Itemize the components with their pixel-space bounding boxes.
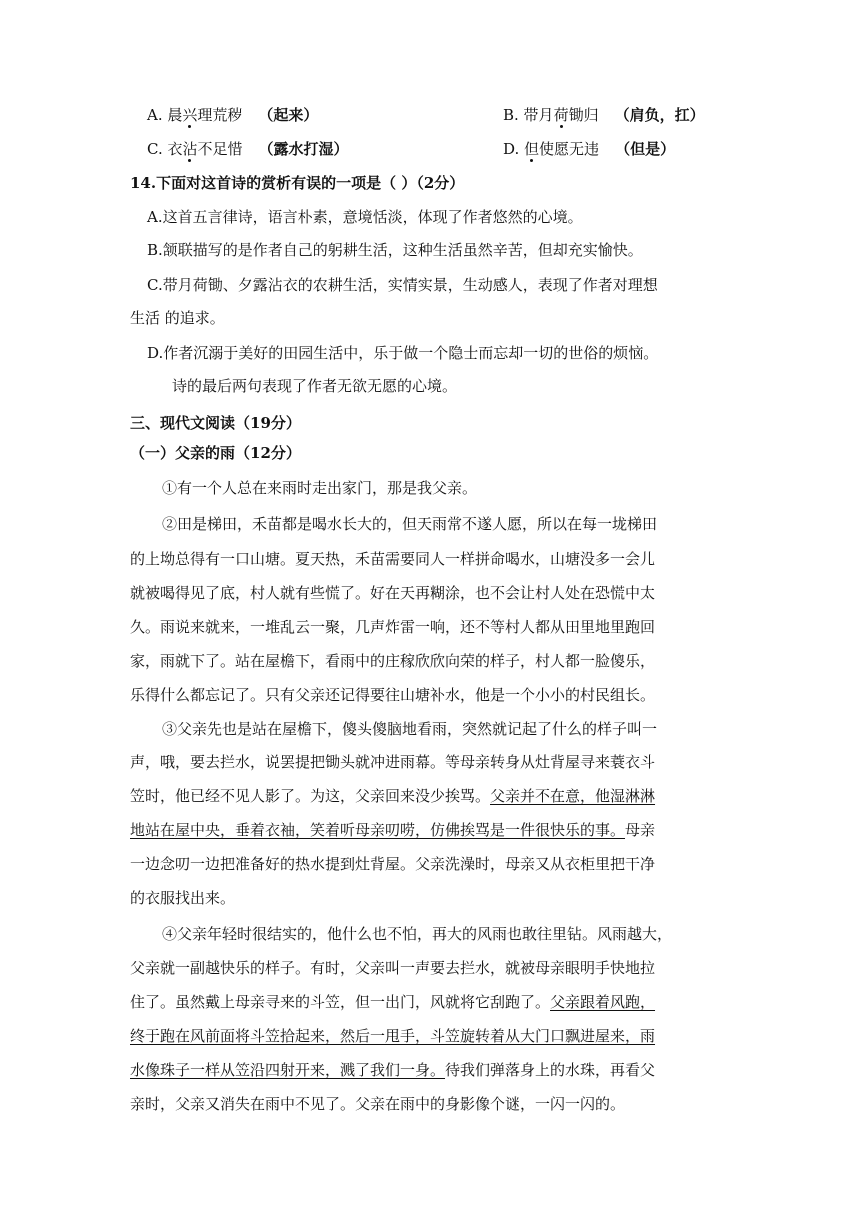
paragraph-4-line: 水像珠子一样从笠沿四射开来，溅了我们一身。待我们弹落身上的水珠，再看父 xyxy=(130,1061,656,1079)
option-13a: A. 晨兴理荒秽 （起来） xyxy=(147,106,319,124)
underlined-sentence: 终于跑在风前面将斗笠拾起来，然后一甩手，斗笠旋转着从大门口飘进屋来，雨 xyxy=(130,1027,656,1045)
emphasis-char: 但 xyxy=(524,140,540,158)
paragraph-3-line: ③父亲先也是站在屋檐下，傻头傻脑地看雨，突然就记起了什么的样子叫一 xyxy=(162,720,658,738)
option-14c-line2: 生活 的追求。 xyxy=(130,309,225,327)
option-13d: D. 但使愿无违 （但是） xyxy=(503,140,676,158)
emphasis-char: 沾 xyxy=(182,140,198,158)
option-answer: （露水打湿） xyxy=(258,140,349,158)
emphasis-char: 兴 xyxy=(182,106,198,124)
option-14a: A.这首五言律诗，语言朴素，意境恬淡，体现了作者悠然的心境。 xyxy=(147,208,583,226)
paragraph-2-line: ②田是梯田，禾苗都是喝水长大的，但天雨常不遂人愿，所以在每一垅梯田 xyxy=(162,515,658,533)
question-14-stem: 14.下面对这首诗的赏析有误的一项是（ ）（2分） xyxy=(130,174,465,192)
option-14b: B.颔联描写的是作者自己的躬耕生活，这种生活虽然辛苦，但却充实愉快。 xyxy=(147,241,643,259)
paragraph-4-line xyxy=(130,1029,655,1044)
option-answer: （起来） xyxy=(258,106,319,124)
underlined-sentence: 水像珠子一样从笠沿四射开来，溅了我们一身。 xyxy=(130,1061,446,1079)
paragraph-1: ①有一个人总在来雨时走出家门，那是我父亲。 xyxy=(162,479,478,497)
underlined-sentence: 父亲并不在意，他湿淋淋 xyxy=(490,787,656,805)
paragraph-2-line: 家，雨就下了。站在屋檐下，看雨中的庄稼欣欣向荣的样子，村人都一脸傻乐， xyxy=(130,652,656,670)
underlined-sentence: 地站在屋中央，垂着衣袖，笑着听母亲叨唠，仿佛挨骂是一件很快乐的事。 xyxy=(130,821,626,839)
option-14c-line1: C.带月荷锄、夕露沾衣的农耕生活，实情实景，生动感人，表现了作者对理想 xyxy=(147,276,658,294)
paragraph-2-line: 就被喝得见了底，村人就有些慌了。好在天再糊涂，也不会让村人处在恐慌中太 xyxy=(130,584,656,602)
option-13b: B. 带月荷锄归 （肩负，扛） xyxy=(503,106,705,124)
paragraph-3-line: 的衣服找出来。 xyxy=(130,889,236,907)
emphasis-char: 荷 xyxy=(553,106,569,124)
option-answer: （肩负，扛） xyxy=(614,106,705,124)
paragraph-3-line: 声，哦，要去拦水，说罢提把锄头就冲进雨幕。等母亲转身从灶背屋寻来蓑衣斗 xyxy=(130,753,656,771)
paragraph-4-line: 住了。虽然戴上母亲寻来的斗笠，但一出门，风就将它刮跑了。父亲跟着风跑， xyxy=(130,993,656,1011)
paragraph-2-line: 乐得什么都忘记了。只有父亲还记得要往山塘补水，他是一个小小的村民组长。 xyxy=(130,686,656,704)
paragraph-3-line: 笠时，他已经不见人影了。为这，父亲回来没少挨骂。父亲并不在意，他湿淋淋 xyxy=(130,787,656,805)
passage-title: （一）父亲的雨（12分） xyxy=(130,444,301,462)
paragraph-4-line: 亲时，父亲又消失在雨中不见了。父亲在雨中的身影像个谜，一闪一闪的。 xyxy=(130,1095,626,1113)
paragraph-2-line: 久。雨说来就来，一堆乱云一聚，几声炸雷一响，还不等村人都从田里地里跑回 xyxy=(130,618,656,636)
paragraph-4-line: ④父亲年轻时很结实的，他什么也不怕，再大的风雨也敢往里钻。风雨越大， xyxy=(162,925,673,943)
section-title: 三、现代文阅读（19分） xyxy=(130,414,301,432)
paragraph-3-line: 一边念叨一边把准备好的热水提到灶背屋。父亲洗澡时，母亲又从衣柜里把干净 xyxy=(130,855,656,873)
option-14d-line2: 诗的最后两句表现了作者无欲无愿的心境。 xyxy=(172,377,458,395)
option-13c: C. 衣沾不足惜 （露水打湿） xyxy=(147,140,349,158)
option-14d-line1: D.作者沉溺于美好的田园生活中，乐于做一个隐士而忘却一切的世俗的烦恼。 xyxy=(147,344,659,362)
underlined-sentence: 父亲跟着风跑， xyxy=(550,993,656,1011)
paragraph-4-line: 父亲就一副越快乐的样子。有时，父亲叫一声要去拦水，就被母亲眼明手快地拉 xyxy=(130,959,656,977)
paragraph-2-line: 的上坳总得有一口山塘。夏天热，禾苗需要同人一样拼命喝水，山塘没多一会儿 xyxy=(130,550,656,568)
paragraph-3-line: 地站在屋中央，垂着衣袖，笑着听母亲叨唠，仿佛挨骂是一件很快乐的事。母亲 xyxy=(130,821,656,839)
option-answer: （但是） xyxy=(615,140,676,158)
